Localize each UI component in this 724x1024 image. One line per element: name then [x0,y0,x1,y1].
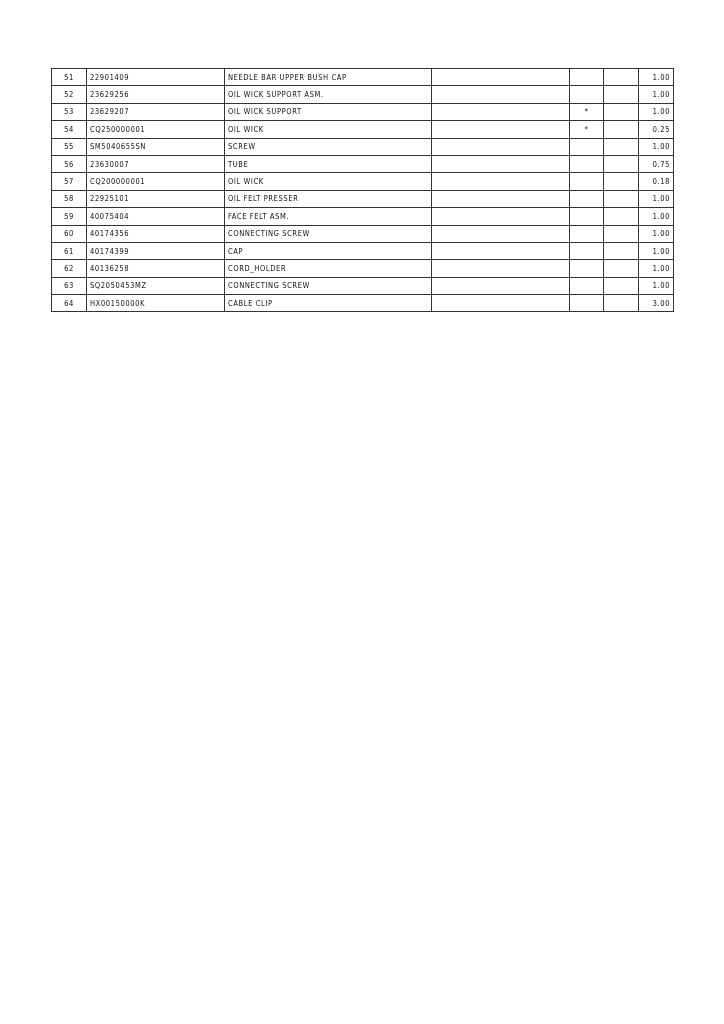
note-cell [432,173,570,190]
item-number-cell: 56 [52,155,87,172]
part-number-cell: 23630007 [87,155,225,172]
mark-cell [570,242,604,259]
part-number-cell: SQ2050453MZ [87,277,225,294]
mark-cell: * [570,103,604,120]
description-cell: OIL WICK SUPPORT ASM. [225,86,432,103]
item-number-cell: 63 [52,277,87,294]
note-cell [432,86,570,103]
description-cell: CONNECTING SCREW [225,277,432,294]
table-row [52,190,674,207]
extra-cell [604,242,639,259]
extra-cell [604,225,639,242]
item-number-cell: 53 [52,103,87,120]
item-number-cell: 51 [52,69,87,86]
quantity-cell: 1.00 [639,260,674,277]
extra-cell [604,103,639,120]
note-cell [432,225,570,242]
table-row [52,260,674,277]
part-number-cell: HX00150000K [87,295,225,312]
note-cell [432,277,570,294]
quantity-cell: 1.00 [639,242,674,259]
description-cell: NEEDLE BAR UPPER BUSH CAP [225,69,432,86]
mark-cell [570,138,604,155]
mark-cell [570,277,604,294]
note-cell [432,190,570,207]
description-cell: OIL WICK [225,121,432,138]
description-cell: OIL WICK SUPPORT [225,103,432,120]
mark-cell [570,86,604,103]
quantity-cell: 1.00 [639,138,674,155]
mark-cell [570,260,604,277]
description-cell: CABLE CLIP [225,295,432,312]
extra-cell [604,155,639,172]
table-row [52,69,674,86]
table-row [52,173,674,190]
description-cell: OIL FELT PRESSER [225,190,432,207]
extra-cell [604,121,639,138]
table-row [52,138,674,155]
description-cell: SCREW [225,138,432,155]
table-row [52,208,674,225]
item-number-cell: 57 [52,173,87,190]
table-row [52,155,674,172]
extra-cell [604,295,639,312]
quantity-cell: 1.00 [639,277,674,294]
item-number-cell: 60 [52,225,87,242]
part-number-cell: 22901409 [87,69,225,86]
part-number-cell: CQ200000001 [87,173,225,190]
part-number-cell: SM5040655SN [87,138,225,155]
part-number-cell: 40075404 [87,208,225,225]
quantity-cell: 0.75 [639,155,674,172]
note-cell [432,295,570,312]
description-cell: CORD_HOLDER [225,260,432,277]
extra-cell [604,173,639,190]
mark-cell [570,190,604,207]
quantity-cell: 1.00 [639,103,674,120]
item-number-cell: 62 [52,260,87,277]
mark-cell [570,225,604,242]
mark-cell [570,69,604,86]
note-cell [432,103,570,120]
extra-cell [604,86,639,103]
table-row [52,103,674,120]
item-number-cell: 52 [52,86,87,103]
description-cell: FACE FELT ASM. [225,208,432,225]
table-row [52,86,674,103]
note-cell [432,155,570,172]
extra-cell [604,277,639,294]
note-cell [432,121,570,138]
mark-cell [570,173,604,190]
part-number-cell: 40136258 [87,260,225,277]
extra-cell [604,138,639,155]
item-number-cell: 59 [52,208,87,225]
quantity-cell: 3.00 [639,295,674,312]
description-cell: CONNECTING SCREW [225,225,432,242]
extra-cell [604,260,639,277]
mark-cell [570,295,604,312]
item-number-cell: 61 [52,242,87,259]
table-row [52,242,674,259]
description-cell: TUBE [225,155,432,172]
quantity-cell: 1.00 [639,86,674,103]
mark-cell [570,208,604,225]
parts-rows [52,69,674,312]
part-number-cell: 23629207 [87,103,225,120]
note-cell [432,138,570,155]
table-row [52,121,674,138]
quantity-cell: 1.00 [639,208,674,225]
item-number-cell: 55 [52,138,87,155]
table-row [52,225,674,242]
note-cell [432,208,570,225]
item-number-cell: 58 [52,190,87,207]
description-cell: OIL WICK [225,173,432,190]
note-cell [432,69,570,86]
part-number-cell: 23629256 [87,86,225,103]
part-number-cell: 40174356 [87,225,225,242]
item-number-cell: 54 [52,121,87,138]
table-row [52,295,674,312]
item-number-cell: 64 [52,295,87,312]
quantity-cell: 0.18 [639,173,674,190]
note-cell [432,260,570,277]
quantity-cell: 1.00 [639,190,674,207]
description-cell: CAP [225,242,432,259]
extra-cell [604,208,639,225]
note-cell [432,242,570,259]
table-row [52,277,674,294]
mark-cell [570,155,604,172]
part-number-cell: CQ250000001 [87,121,225,138]
part-number-cell: 40174399 [87,242,225,259]
quantity-cell: 1.00 [639,69,674,86]
extra-cell [604,69,639,86]
quantity-cell: 1.00 [639,225,674,242]
quantity-cell: 0.25 [639,121,674,138]
parts-list-table [51,68,674,312]
mark-cell: * [570,121,604,138]
extra-cell [604,190,639,207]
part-number-cell: 22925101 [87,190,225,207]
